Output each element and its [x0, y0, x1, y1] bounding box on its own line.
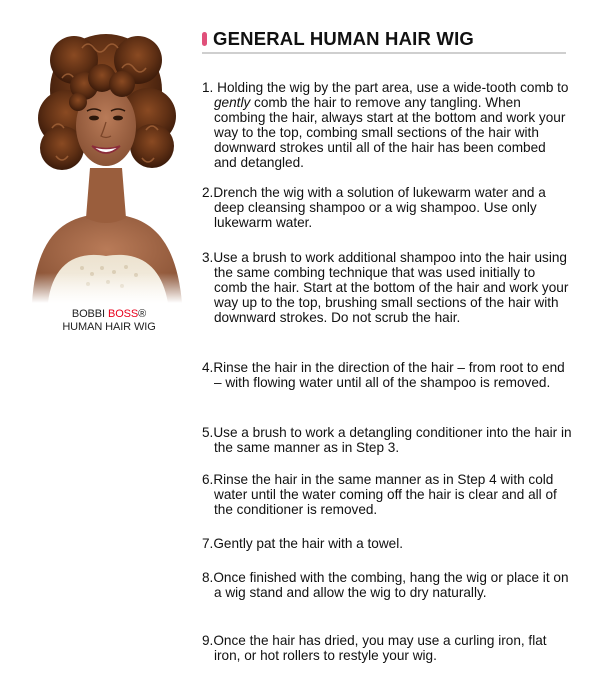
product-photo — [22, 18, 190, 303]
title-bar — [202, 28, 566, 54]
step-item-9 — [202, 633, 572, 663]
step-text-1-part1: Holding the wig by the part area, use a wide-tooth comb to — [213, 80, 569, 95]
step-text-4 — [202, 360, 572, 390]
step-item-7 — [202, 536, 572, 551]
step-text-3 — [202, 250, 572, 325]
step-text-5 — [202, 425, 572, 455]
step-text-8 — [202, 570, 572, 600]
step-item-5 — [202, 425, 572, 455]
step-body-4: Rinse the hair in the direction of the hair – from root to end – with flowing water until all of the shampoo is removed. — [213, 360, 565, 391]
step-item-4 — [202, 360, 572, 390]
step-body-3: Use a brush to work additional shampoo into the hair using the same combing technique that was used initially to comb the hair. Start at the bottom of the hair and work your way up to the top, brushing small sections of the hair with downward strokes. Do not scrub the hair. — [213, 250, 569, 326]
step-text-1 — [202, 80, 572, 171]
step-item-3 — [202, 250, 572, 325]
page-title: GENERAL HUMAN HAIR WIG — [213, 28, 474, 49]
step-number-8: 8. — [202, 570, 214, 585]
step-text-1-emphasis: gently — [214, 95, 251, 111]
step-item-6 — [202, 472, 572, 517]
step-text-1-part2: comb the hair to remove any tangling. When combing the hair, always start at the bottom and work your way to the top, combing small sections of the hair with downward strokes until all of the hair has been combed and detangled. — [214, 95, 566, 171]
caption-brand-line — [28, 308, 190, 321]
step-text-7 — [202, 536, 572, 551]
step-item-8 — [202, 570, 572, 600]
step-item-2 — [202, 185, 572, 230]
step-number-7: 7. — [202, 536, 214, 551]
step-number-5: 5. — [202, 425, 214, 440]
step-number-2: 2. — [202, 185, 214, 200]
product-caption — [28, 308, 190, 334]
step-body-6: Rinse the hair in the same manner as in Step 4 with cold water until the water coming off the hair is clear and all of the conditioner is removed. — [213, 472, 557, 518]
caption-product-type: HUMAN HAIR WIG — [62, 321, 156, 333]
step-text-6 — [202, 472, 572, 517]
step-number-9: 9. — [202, 633, 214, 648]
caption-brand-part1: BOBBI — [71, 308, 108, 320]
step-number-1: 1. — [202, 80, 214, 95]
step-text-2 — [202, 185, 572, 230]
step-body-9: Once the hair has dried, you may use a curling iron, flat iron, or hot rollers to restyle your wig. — [213, 633, 547, 664]
caption-registered-mark: ® — [138, 308, 147, 320]
step-text-9 — [202, 633, 572, 663]
step-body-7: Gently pat the hair with a towel. — [213, 536, 403, 551]
step-number-4: 4. — [202, 360, 214, 375]
title-marker-icon — [202, 32, 207, 46]
step-item-1 — [202, 80, 572, 171]
step-number-3: 3. — [202, 250, 214, 265]
step-body-2: Drench the wig with a solution of lukewarm water and a deep cleansing shampoo or a wig shampoo. Use only lukewarm water. — [213, 185, 546, 231]
step-body-5: Use a brush to work a detangling conditioner into the hair in the same manner as in Step 3. — [213, 425, 572, 456]
caption-brand-part2: BOSS — [107, 308, 139, 320]
step-body-8: Once finished with the combing, hang the wig or place it on a wig stand and allow the wig to dry naturally. — [213, 570, 569, 601]
step-number-6: 6. — [202, 472, 214, 487]
